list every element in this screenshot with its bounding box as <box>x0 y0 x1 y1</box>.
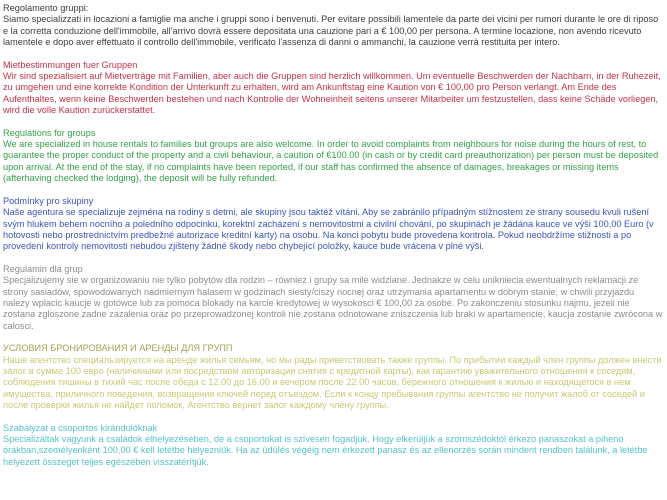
section-russian-regulations <box>3 343 663 411</box>
section-body-czech: Naše agentura se specializuje zejména na rodiny s detmi, ale skupiny jsou taktéž vítáni. Aby se zabránilo případným stížnostem ze strany sousedu kvuli rušení svým hlukem behem nocního a poledního odpocinku, korektní zacházení s nemovitostmi a civilní chování, po skupinách je žádána kauce ve výši 100,00 Euro (v hotovosti nebo prostrednictvím predbežné autorizace kreditní karty) na osobu. Na konci pobytu bude provedena kontrola. Pokud neobdržíme stižnosti a po provedení kontroly nemovitosti nebudou zjišteny žádné škody nebo chybející položky, kauce bude vrácena v plné výši. <box>3 207 654 252</box>
section-body-polish: Specjalizujemy sie w organizowaniu nie tylko pobytów dla rodzin – równiez i grupy sa mile widziane. Jednakze w celu unikniecia ewentualnych reklamacji ze strony sasiadów, spowodowanych nadmiernym halasem w godzinach siesty/ciszy nocnej oraz utrzymania apartamentu w dobrym stanie, w chwili przyjazdu nalezy wplacic kaucje w gotówce lub za pomoca blokady na karcie kredytowej w wysokosci € 100,00 za osobe. Po zakonczeniu stosunku najmu, jezeli nie zostana zgloszone zadne zazalenia oraz po przeprowadzonej kontroli nie zostana odnotowane zniszczenia lub braki w apartamencie, kaucja zostanie zwrócona w calosci. <box>3 275 663 331</box>
section-body-russian: Наше агентство специальзируется на аренде жилья семьям, но мы рады приветствовать также группы. По прибытии каждый член группы должен внести залог в сумме 100 евро (наличиными или посредством авторизации снятия с кредитной карты), как гарантию уважительного отношения к соседям, соблюдения тишины в тихий час после обеда с 12.00 до 16.00 и вечером после 22.00 часов, бережного отношения к жилью и находящегося в нем имущества, приличного поведения, возвращения ключей перед отъездом. Если к концу пребывания группы агентство не получит жалоб от соседей и после проверки жилья не найдет поломок, Агентство вернет залог каждому члену группы. <box>3 354 662 411</box>
section-italian-regulations <box>3 3 663 49</box>
section-body-english: We are specialized in house rentals to families but groups are also welcome. In order to avoid complaints from neighbours for noise during the hours of rest, to guarantee the proper conduct of the property and a civil behaviour, a caution of €100.00 (in cash or by credit card preauthorization) per person must be deposited upon arrival. At the end of the stay, if no complaints have been reported, if our staff has confirmed the absence of damages, breakages or missing items (afterhaving checked the lodging), the deposit will be fully refunded. <box>3 139 659 184</box>
section-heading-polish: Regulamin dla grup <box>3 263 83 274</box>
section-body-german: Wir sind spezialisiert auf Mietverträge mit Familien, aber auch die Gruppen sind herzlich willkommen. Um eventuelle Beschwerden der Nachbarn, in der Ruhezeit, zu umgehen und eine korrekte Kondition der Unterkunft zu erhalten, wird am Ankunftstag eine Kaution von € 100,00 pro Person verlangt. Am Ende des Aufenthaltes, wenn keine Beschwerden bestehen und nach Kontrolle der Wohneinheit seitens unserer Mitarbeiter um festzustellen, dass keine Schäde vorliegen, wird die volle Kaution zurückerstattet. <box>3 71 661 116</box>
section-english-regulations <box>3 128 663 185</box>
section-body-hungarian: Specializáltak vagyunk a családok elhelyezésében, de a csoportokat is szívesen fogadjuk. Hogy elkerüljük a szomszédoktól érkezo panaszokat a piheno órákban,személyenként 100,00 € kell letétbe helyezniük. Ha az üdülés végéig nem érkezett panasz és az ellenorzés során mindent rendben találunk, a letétbe helyezett összeget teljes egészében visszatérítjük. <box>3 434 648 467</box>
section-heading-english: Regulations for groups <box>3 127 96 138</box>
section-german-regulations <box>3 60 663 117</box>
section-hungarian-regulations <box>3 423 663 469</box>
section-polish-regulations <box>3 264 663 332</box>
section-czech-regulations <box>3 196 663 253</box>
section-heading-german: Mietbestimmungen fuer Gruppen <box>3 59 138 70</box>
section-heading-italian: Regolamento gruppi: <box>3 3 89 13</box>
section-body-italian: Siamo specializzati in locazioni a famiglie ma anche i gruppi sono i benvenuti. Per evitare possibili lamentele da parte dei vicini per rumori durante le ore di riposo e la corretta conduzione dell'immobile, all'arrivo dovrà essere depositata una cauzione pari a € 100,00 per persona. A termine locazione, non avendo ricevuto lamentele e dopo aver effettuato il controllo dell'immobile, verificato l'assenza di danni o ammanchi, la cauzione verrà restituita per intero. <box>3 14 659 48</box>
section-heading-czech: Podmínky pro skupiny <box>3 195 94 206</box>
section-heading-russian: УСЛОВИЯ БРОНИРОВАНИЯ И АРЕНДЫ ДЛЯ ГРУПП <box>3 343 233 354</box>
section-heading-hungarian: Szabályzat a csoportos kirándulóknak <box>3 422 158 433</box>
group-regulations-document <box>3 3 663 468</box>
